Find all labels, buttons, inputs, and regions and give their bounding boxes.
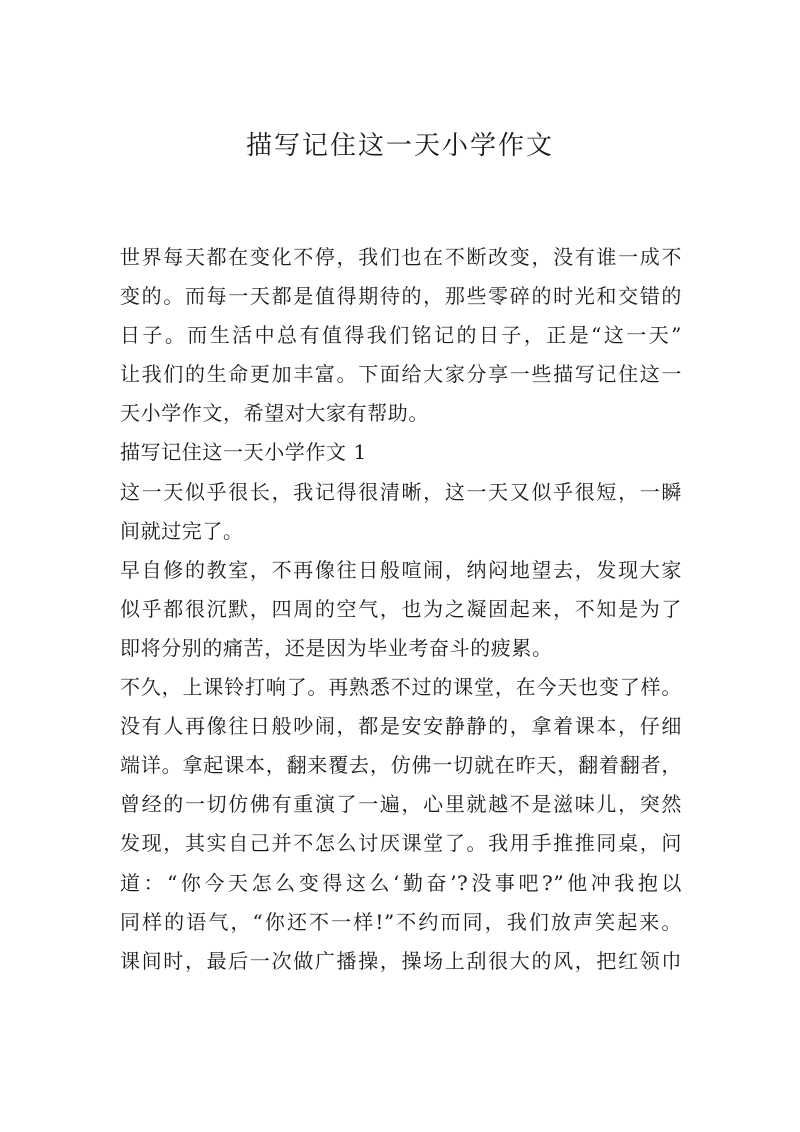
document-title: 描写记住这一天小学作文 [245,131,554,161]
text-line: 道：“你今天怎么变得这么‘勤奋’?没事吧?”他冲我抱以 [120,870,682,895]
document-body [120,238,682,981]
text-line: 间就过完了。 [120,518,244,543]
text-line: 曾经的一切仿佛有重演了一遍，心里就越不是滋味儿，突然 [120,792,682,817]
text-line: 似乎都很沉默，四周的空气，也为之凝固起来，不知是为了 [120,596,682,621]
text-line: 变的。而每一天都是值得期待的，那些零碎的时光和交错的 [120,284,682,309]
text-line: 端详。拿起课本，翻来覆去，仿佛一切就在昨天，翻着翻者， [120,753,682,778]
text-line: 早自修的教室，不再像往日般喧闹，纳闷地望去，发现大家 [120,557,682,582]
text-line: 发现，其实自己并不怎么讨厌课堂了。我用手推推同桌，问 [120,831,682,856]
text-line: 课间时，最后一次做广播操，操场上刮很大的风，把红领巾 [120,948,682,973]
text-line: 同样的语气，“你还不一样!”不约而同，我们放声笑起来。 [120,909,682,934]
text-line: 没有人再像往日般吵闹，都是安安静静的，拿着课本，仔细 [120,714,682,739]
text-line: 不久，上课铃打响了。再熟悉不过的课堂，在今天也变了样。 [120,675,682,700]
text-line: 即将分别的痛苦，还是因为毕业考奋斗的疲累。 [120,635,553,660]
text-line: 世界每天都在变化不停，我们也在不断改变，没有谁一成不 [120,245,682,269]
text-line: 描写记住这一天小学作文 1 [120,440,367,465]
text-line: 天小学作文，希望对大家有帮助。 [120,401,429,426]
text-line: 日子。而生活中总有值得我们铭记的日子，正是“这一天” [120,323,682,348]
text-line: 这一天似乎很长，我记得很清晰，这一天又似乎很短，一瞬 [120,479,682,504]
text-line: 让我们的生命更加丰富。下面给大家分享一些描写记住这一 [120,362,682,387]
